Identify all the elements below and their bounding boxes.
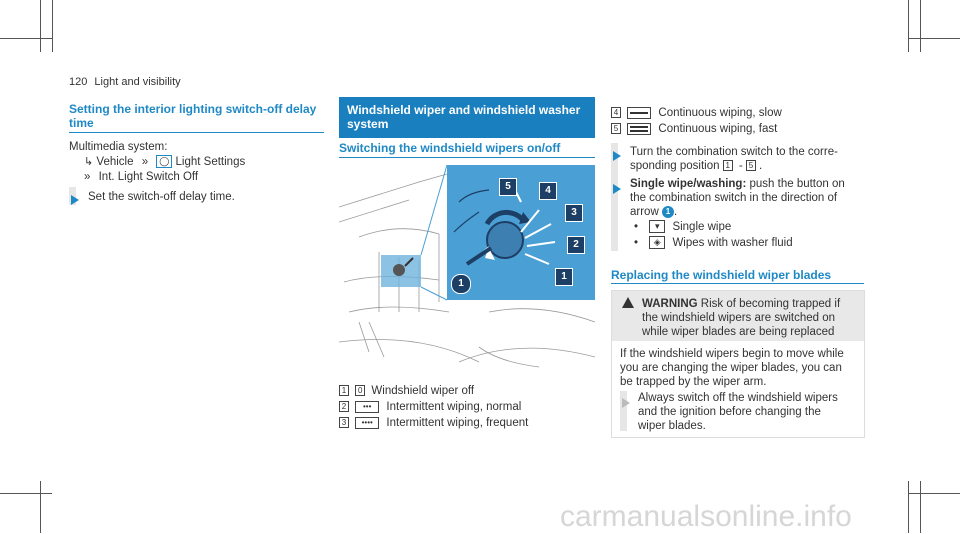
step-1: Turn the combination switch to the corre- sponding position 1 - 5 . — [630, 146, 838, 172]
return-arrow-icon: ↳ — [84, 156, 94, 168]
banner-line: Windshield wiper and windshield washer — [347, 103, 581, 117]
callout-arrow-1: 1 — [451, 274, 471, 294]
callout-1: 1 — [555, 268, 573, 286]
stalk-head — [487, 222, 523, 258]
menu-int-light-switch-off[interactable]: Int. Light Switch Off — [98, 171, 199, 183]
crop-mark — [0, 493, 52, 494]
menu-light-settings[interactable]: Light Settings — [175, 156, 246, 168]
legend-number: 4 — [611, 107, 621, 118]
callout-4: 4 — [539, 182, 557, 200]
crop-mark — [908, 0, 909, 52]
step-arrow-icon — [622, 394, 630, 412]
legend-row — [611, 122, 777, 136]
crop-mark — [920, 0, 921, 52]
menu-path-intro: Multimedia system: — [69, 141, 168, 153]
light-settings-icon: ◯ — [156, 155, 172, 168]
legend-number: 5 — [611, 123, 621, 134]
double-chevron-icon: » — [84, 171, 91, 183]
banner-line: system — [347, 117, 389, 131]
legend-number: 3 — [339, 417, 349, 428]
crop-mark — [920, 481, 921, 533]
section-banner — [339, 97, 595, 138]
step-arrow-icon — [71, 191, 79, 209]
switch-knob — [393, 264, 405, 276]
warning-step: Always switch off the windshield wipers and the ignition before changing the wiper blades. — [638, 392, 838, 432]
crop-mark — [40, 0, 41, 52]
warning-body: If the windshield wipers begin to move while you are changing the wiper blades, you can be trapped by the wiper arm. — [620, 348, 844, 388]
heading-rule — [611, 283, 864, 284]
menu-path-vehicle — [84, 155, 245, 169]
crop-mark — [0, 38, 52, 39]
legend-number: 1 — [339, 385, 349, 396]
section-title: Light and visibility — [94, 76, 181, 88]
callout-5: 5 — [499, 178, 517, 196]
legend-row — [339, 400, 521, 414]
crop-mark — [40, 481, 41, 533]
page-number: 120 — [69, 76, 88, 88]
fast-wipe-icon — [627, 123, 651, 135]
wiper-illustration — [339, 162, 595, 372]
legend-row — [611, 106, 782, 120]
step-arrow-icon — [613, 147, 621, 165]
double-chevron-icon: » — [141, 156, 149, 168]
position-box: 5 — [746, 160, 756, 171]
legend-text: Continuous wiping, fast — [658, 123, 778, 135]
menu-vehicle[interactable]: Vehicle — [96, 156, 134, 168]
legend-symbol: •••• — [355, 417, 379, 429]
menu-path-int — [84, 170, 198, 184]
crop-mark — [908, 481, 909, 533]
step-2: Single wipe/washing: push the button on the combination switch in the direction of arrow 1 . — [630, 178, 845, 218]
crop-mark — [908, 493, 960, 494]
heading-rule — [69, 132, 324, 133]
legend-row — [339, 384, 474, 398]
bullet-item: • ◈ Wipes with washer fluid — [634, 237, 793, 249]
legend-text: Windshield wiper off — [371, 385, 475, 397]
legend-number: 2 — [339, 401, 349, 412]
legend-text: Intermittent wiping, frequent — [386, 417, 529, 429]
warning-icon — [622, 297, 634, 308]
legend-text: Continuous wiping, slow — [658, 107, 782, 119]
callout-3: 3 — [565, 204, 583, 222]
subheading: Switching the windshield wipers on/off — [339, 141, 561, 155]
heading-rule — [339, 157, 595, 158]
step-text: Set the switch-off delay time. — [88, 191, 235, 203]
page-header — [69, 75, 181, 89]
legend-symbol: 0 — [355, 385, 365, 396]
position-box: 1 — [723, 160, 733, 171]
section-heading: Setting the interior lighting switch-off delay time — [69, 102, 317, 130]
watermark: carmanualsonline.info — [560, 500, 852, 533]
bullet-item: • ▾ Single wipe — [634, 221, 732, 233]
warning-label: WARNING — [642, 298, 698, 310]
section-heading: Replacing the windshield wiper blades — [611, 268, 832, 282]
arrow-callout: 1 — [662, 206, 674, 218]
legend-text: Intermittent wiping, normal — [386, 401, 522, 413]
washer-icon: ◈ — [649, 236, 665, 249]
single-wipe-icon: ▾ — [649, 220, 665, 233]
crop-mark — [908, 38, 960, 39]
legend-row — [339, 416, 528, 430]
step-arrow-icon — [613, 180, 621, 198]
legend-symbol: ••• — [355, 401, 379, 413]
slow-wipe-icon — [627, 107, 651, 119]
warning-box: WARNING Risk of becoming trapped if the windshield wipers are switched on while wiper blades are being replaced If the windshield wipers begin to move while you are changing the wiper blades, you can be trapped by the wiper arm. Always switch off the windshield wipers and the ignition before changing the wiper blades. — [611, 290, 865, 438]
callout-2: 2 — [567, 236, 585, 254]
crop-mark — [52, 0, 53, 52]
